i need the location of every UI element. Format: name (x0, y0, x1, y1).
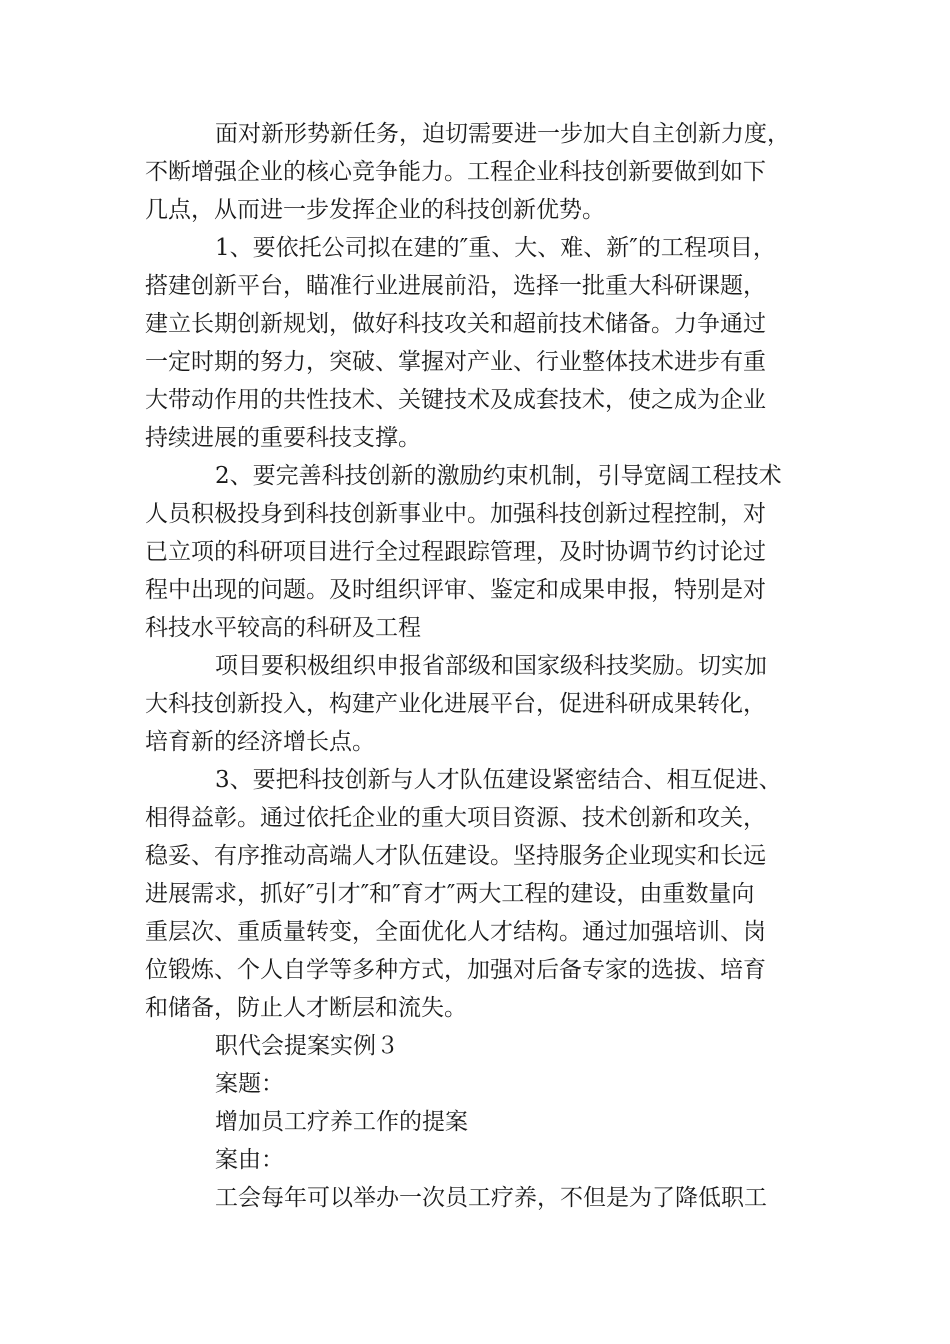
paragraph-1-line-1: 面对新形势新任务，迫切需要进一步加大自主创新力度， (215, 121, 790, 147)
point-3-line-3: 稳妥、有序推动高端人才队伍建设。坚持服务企业现实和长远 (145, 843, 766, 869)
point-2-line-5: 科技水平较高的科研及工程 (145, 615, 421, 641)
point-3-line-7: 和储备，防止人才断层和流失。 (145, 995, 467, 1021)
case-title: 增加员工疗养工作的提案 (215, 1109, 468, 1135)
point-2-cont-line-1: 项目要积极组织申报省部级和国家级科技奖励。切实加 (215, 653, 767, 679)
point-1-line-2: 搭建创新平台，瞄准行业进展前沿，选择一批重大科研课题， (145, 273, 766, 299)
point-1-line-5: 大带动作用的共性技术、关键技术及成套技术，使之成为企业 (145, 387, 766, 413)
point-2-line-1: 2、要完善科技创新的激励约束机制，引导宽阔工程技术 (215, 463, 782, 489)
case-reason-line-1: 工会每年可以举办一次员工疗养，不但是为了降低职工 (215, 1185, 767, 1211)
paragraph-1-line-2: 不断增强企业的核心竞争能力。工程企业科技创新要做到如下 (145, 159, 766, 185)
point-2-line-4: 程中出现的问题。及时组织评审、鉴定和成果申报，特别是对 (145, 577, 766, 603)
point-2-cont-line-3: 培育新的经济增长点。 (145, 729, 375, 755)
point-2-line-3: 已立项的科研项目进行全过程跟踪管理，及时协调节约讨论过 (145, 539, 766, 565)
section-heading: 职代会提案实例３ (215, 1033, 399, 1059)
point-1-line-1: 1、要依托公司拟在建的″重、大、难、新″的工程项目， (215, 235, 776, 261)
point-1-line-4: 一定时期的努力，突破、掌握对产业、行业整体技术进步有重 (145, 349, 766, 375)
point-2-line-2: 人员积极投身到科技创新事业中。加强科技创新过程控制，对 (145, 501, 766, 527)
point-3-line-6: 位锻炼、个人自学等多种方式，加强对后备专家的选拔、培育 (145, 957, 766, 983)
point-3-line-5: 重层次、重质量转变，全面优化人才结构。通过加强培训、岗 (145, 919, 766, 945)
point-3-line-1: 3、要把科技创新与人才队伍建设紧密结合、相互促进、 (215, 767, 782, 793)
point-1-line-6: 持续进展的重要科技支撑。 (145, 425, 421, 451)
paragraph-1-line-3: 几点，从而进一步发挥企业的科技创新优势。 (145, 197, 605, 223)
case-title-label: 案题： (215, 1071, 284, 1097)
point-1-line-3: 建立长期创新规划，做好科技攻关和超前技术储备。力争通过 (145, 311, 766, 337)
point-3-line-2: 相得益彰。通过依托企业的重大项目资源、技术创新和攻关， (145, 805, 766, 831)
case-reason-label: 案由： (215, 1147, 284, 1173)
point-3-line-4: 进展需求，抓好″引才″和″育才″两大工程的建设，由重数量向 (145, 881, 755, 907)
point-2-cont-line-2: 大科技创新投入，构建产业化进展平台，促进科研成果转化， (145, 691, 766, 717)
